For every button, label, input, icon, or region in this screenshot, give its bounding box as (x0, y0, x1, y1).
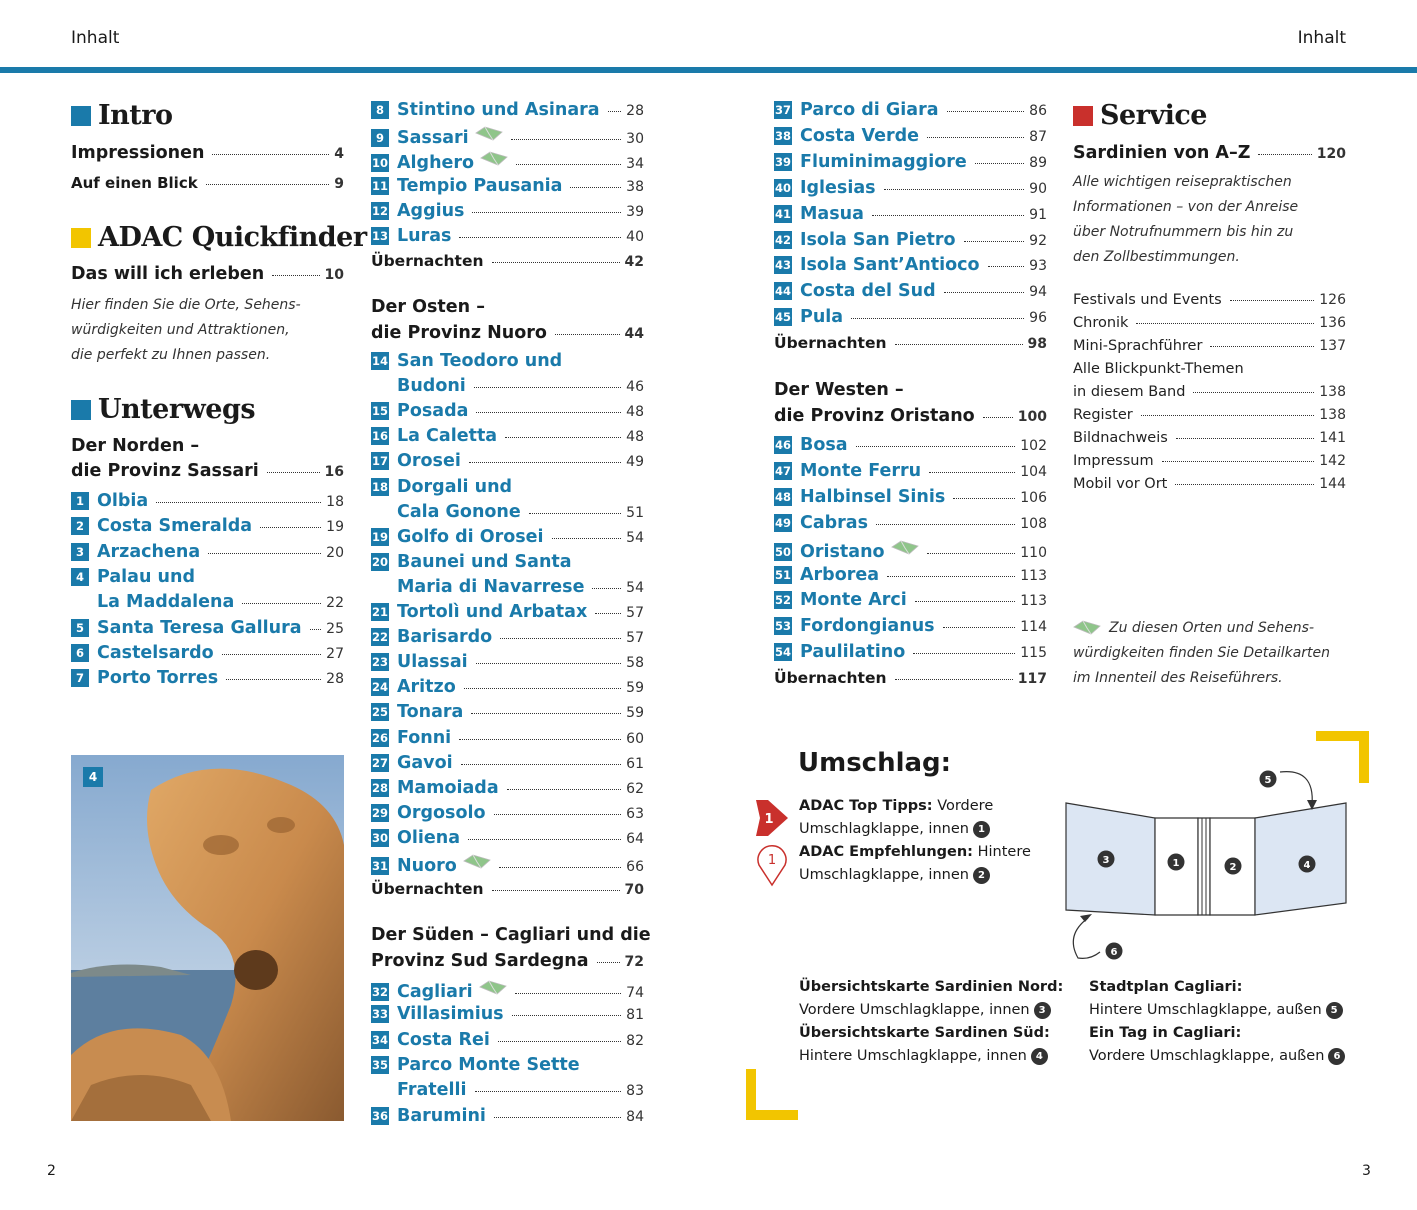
toc-place-24[interactable]: 24 Aritzo 59 (371, 677, 644, 698)
region-westen-line1: Der Westen – (774, 380, 904, 400)
toc-place-16[interactable]: 16 La Caletta 48 (371, 426, 644, 447)
detail-map-icon (891, 539, 919, 557)
toc-entry-impressionen[interactable]: Impressionen 4 (71, 143, 344, 163)
place-number-badge: 38 (774, 128, 791, 143)
place-number-badge: 32 (371, 985, 388, 999)
toc-place-49[interactable]: 49 Cabras 108 (774, 512, 1047, 533)
toc-place-40[interactable]: 40 Iglesias 90 (774, 177, 1047, 198)
umschlag-karten-right: Stadtplan Cagliari: Hintere Umschlagklappe, außen 5 Ein Tag in Cagliari: Vordere Umschlagklappe, außen 6 (1089, 976, 1345, 1068)
place-number-badge: 11 (371, 178, 388, 193)
place-number-badge: 15 (371, 404, 388, 419)
umschlag-karten-left: Übersichtskarte Sardinien Nord: Vordere Umschlagklappe, innen 3 Übersichtskarte Sardinen Süd: Hintere Umschlagklappe, innen 4 (799, 979, 1064, 1064)
toc-place-18-line1[interactable]: 18 Dorgali und (371, 476, 513, 497)
place-number-badge: 3 (71, 543, 89, 561)
place-number-badge: 24 (371, 680, 388, 695)
toc-place-3[interactable]: 3 Arzachena 20 (71, 542, 344, 562)
service-entry[interactable]: Alle Blickpunkt-Themen (1073, 361, 1244, 377)
toc-place-26[interactable]: 26 Fonni 60 (371, 727, 644, 748)
service-entry[interactable]: Impressum 142 (1073, 453, 1346, 469)
place-number-badge: 20 (371, 554, 388, 569)
service-entry[interactable]: Bildnachweis 141 (1073, 430, 1346, 446)
place-number-badge: 9 (371, 129, 389, 147)
place-number-badge: 14 (371, 354, 388, 368)
place-number-badge: 6 (71, 644, 89, 662)
toc-place-2[interactable]: 2 Costa Smeralda 19 (71, 516, 344, 536)
top-tipp-arrow-icon (754, 798, 790, 838)
place-number-badge: 30 (371, 830, 388, 845)
place-number-badge: 19 (371, 529, 388, 544)
rock-photo-illustration (71, 755, 344, 1121)
detail-map-icon (463, 853, 491, 871)
toc-entry-region-osten[interactable]: die Provinz Nuoro 44 (371, 323, 644, 343)
toc-place-12[interactable]: 12 Aggius 39 (371, 200, 644, 221)
running-header-left: Inhalt (71, 28, 120, 48)
place-number-badge: 28 (371, 780, 388, 795)
toc-place-39[interactable]: 39 Fluminimaggiore 89 (774, 151, 1047, 172)
place-number-badge: 25 (371, 705, 388, 720)
toc-place-1[interactable]: 1 Olbia 18 (71, 491, 344, 511)
place-number-badge: 12 (371, 203, 388, 218)
header-rule (0, 67, 1417, 73)
detail-map-icon (479, 979, 507, 997)
toc-place-52[interactable]: 52 Monte Arci 113 (774, 590, 1047, 611)
place-number-badge: 2 (71, 517, 89, 535)
toc-entry-uebernachten-westen[interactable]: Übernachten 117 (774, 669, 1047, 687)
toc-place-50[interactable]: 50 Oristano 110 (774, 539, 1047, 562)
service-entry[interactable]: Festivals und Events 126 (1073, 292, 1346, 308)
page-number-right: 3 (1362, 1163, 1371, 1179)
umschlag-top-tipps: ADAC Top Tipps: Vordere Umschlagklappe, innen 1 ADAC Empfehlungen: Hintere Umschlagklappe, innen 2 (799, 798, 1031, 883)
svg-text:5: 5 (1264, 775, 1272, 786)
toc-place-14-line1[interactable]: 14 San Teodoro und (371, 351, 563, 371)
toc-place-35-line2[interactable]: Fratelli 83 (397, 1080, 644, 1101)
place-number-badge: 41 (774, 206, 791, 221)
detail-map-icon (475, 125, 503, 143)
running-header-right: Inhalt (1297, 28, 1346, 48)
svg-text:1: 1 (764, 812, 774, 827)
blue-square-icon (71, 106, 91, 126)
place-number-badge: 36 (371, 1108, 388, 1123)
place-number-badge: 39 (774, 154, 791, 169)
cover-fold-diagram (1060, 760, 1360, 965)
toc-place-19[interactable]: 19 Golfo di Orosei 54 (371, 526, 644, 547)
region-osten-line1: Der Osten – (371, 297, 485, 317)
detail-map-icon (480, 150, 508, 168)
service-entry[interactable]: in diesem Band 138 (1073, 384, 1346, 400)
place-number-badge: 40 (774, 180, 791, 195)
place-number-badge: 27 (371, 755, 388, 770)
service-entry[interactable]: Mini-Sprachführer 137 (1073, 338, 1346, 354)
toc-place-47[interactable]: 47 Monte Ferru 104 (774, 460, 1047, 481)
service-entry[interactable]: Chronik 136 (1073, 315, 1346, 331)
svg-text:1: 1 (767, 853, 777, 868)
page-number-left: 2 (47, 1163, 56, 1179)
section-heading-service: Service (1073, 100, 1207, 131)
toc-place-20-line2[interactable]: Maria di Navarrese 54 (397, 576, 644, 597)
place-number-badge: 5 (71, 619, 89, 637)
toc-entry-uebernachten-norden[interactable]: Übernachten 42 (371, 252, 644, 270)
toc-place-32[interactable]: 32 Cagliari 74 (371, 979, 644, 1002)
place-number-badge: 26 (371, 730, 388, 745)
place-number-badge: 49 (774, 515, 791, 530)
toc-place-42[interactable]: 42 Isola San Pietro 92 (774, 229, 1047, 250)
yellow-square-icon (71, 228, 91, 248)
toc-place-25[interactable]: 25 Tonara 59 (371, 702, 644, 723)
map-icon-note: Zu diesen Orten und Sehens- würdigkeiten finden Sie Detailkarten im Innenteil des Reiseführers. (1073, 620, 1331, 686)
place-number-badge: 42 (774, 232, 791, 247)
svg-text:2: 2 (1229, 862, 1237, 873)
place-number-badge: 35 (371, 1057, 388, 1072)
service-description: Alle wichtigen reisepraktischen Informationen – von der Anreise über Notrufnummern bis hin zu den Zollbestimmungen. (1073, 174, 1299, 265)
toc-place-38[interactable]: 38 Costa Verde 87 (774, 125, 1047, 146)
toc-place-5[interactable]: 5 Santa Teresa Gallura 25 (71, 618, 344, 638)
toc-place-29[interactable]: 29 Orgosolo 63 (371, 802, 644, 823)
place-number-badge: 47 (774, 463, 791, 478)
toc-place-9[interactable]: 9 Sassari 30 (371, 125, 644, 148)
place-number-badge: 10 (371, 156, 388, 171)
toc-place-21[interactable]: 21 Tortolì und Arbatax 57 (371, 602, 644, 622)
service-entry[interactable]: Register 138 (1073, 407, 1346, 423)
quickfinder-description: Hier finden Sie die Orte, Sehens- würdigkeiten und Attraktionen, die perfekt zu Ihnen passen. (71, 297, 301, 363)
place-number-badge: 50 (774, 544, 791, 559)
toc-place-20-line1[interactable]: 20 Baunei und Santa (371, 551, 572, 572)
toc-place-45[interactable]: 45 Pula 96 (774, 307, 1047, 328)
toc-place-27[interactable]: 27 Gavoi 61 (371, 752, 644, 773)
umschlag-title: Umschlag: (798, 748, 952, 778)
toc-place-15[interactable]: 15 Posada 48 (371, 401, 644, 422)
toc-place-13[interactable]: 13 Luras 40 (371, 226, 644, 246)
toc-place-4-line2[interactable]: La Maddalena 22 (97, 592, 344, 613)
photo-number-badge: 4 (83, 767, 103, 787)
place-number-badge: 45 (774, 310, 791, 325)
section-heading-unterwegs: Unterwegs (71, 394, 255, 425)
toc-place-51[interactable]: 51 Arborea 113 (774, 564, 1047, 585)
toc-entry-auf-einen-blick[interactable]: Auf einen Blick 9 (71, 174, 344, 192)
place-number-badge: 18 (371, 479, 388, 494)
toc-place-35-line1[interactable]: 35 Parco Monte Sette (371, 1054, 580, 1075)
red-square-icon (1073, 106, 1093, 126)
toc-place-6[interactable]: 6 Castelsardo 27 (71, 643, 344, 663)
toc-entry-sardinien-a-z[interactable]: Sardinien von A–Z 120 (1073, 143, 1346, 163)
toc-entry-uebernachten-sueden[interactable]: Übernachten 98 (774, 334, 1047, 352)
place-number-badge: 37 (774, 103, 791, 117)
toc-place-7[interactable]: 7 Porto Torres 28 (71, 668, 344, 688)
service-entry[interactable]: Mobil vor Ort 144 (1073, 476, 1346, 492)
region-norden-line1: Der Norden – (71, 436, 200, 456)
toc-place-46[interactable]: 46 Bosa 102 (774, 435, 1047, 455)
place-number-badge: 13 (371, 229, 388, 243)
place-number-badge: 31 (371, 859, 388, 873)
toc-place-23[interactable]: 23 Ulassai 58 (371, 652, 644, 673)
toc-place-17[interactable]: 17 Orosei 49 (371, 451, 644, 472)
place-number-badge: 48 (774, 489, 791, 504)
place-number-badge: 4 (71, 568, 89, 586)
place-number-badge: 21 (371, 605, 388, 619)
toc-place-34[interactable]: 34 Costa Rei 82 (371, 1029, 644, 1050)
place-number-badge: 22 (371, 630, 388, 645)
toc-entry-region-sueden[interactable]: Provinz Sud Sardegna 72 (371, 951, 644, 971)
place-number-badge: 46 (774, 438, 791, 452)
place-number-badge: 1 (71, 492, 89, 510)
toc-place-11[interactable]: 11 Tempio Pausania 38 (371, 175, 644, 196)
toc-place-30[interactable]: 30 Oliena 64 (371, 827, 644, 848)
toc-place-33[interactable]: 33 Villasimius 81 (371, 1004, 644, 1025)
svg-text:1: 1 (1172, 858, 1180, 869)
toc-place-8[interactable]: 8 Stintino und Asinara 28 (371, 100, 644, 120)
toc-place-18-line2[interactable]: Cala Gonone 51 (397, 501, 644, 522)
toc-place-31[interactable]: 31 Nuoro 66 (371, 853, 644, 876)
toc-place-41[interactable]: 41 Masua 91 (774, 203, 1047, 224)
place-number-badge: 17 (371, 454, 388, 469)
toc-place-36[interactable]: 36 Barumini 84 (371, 1105, 644, 1126)
place-number-badge: 52 (774, 593, 791, 608)
section-heading-quickfinder: ADAC Quickfinder (71, 222, 367, 253)
toc-place-44[interactable]: 44 Costa del Sud 94 (774, 281, 1047, 302)
place-number-badge: 51 (774, 567, 791, 582)
place-number-badge: 44 (774, 284, 791, 299)
toc-entry-region-norden[interactable]: die Provinz Sassari 16 (71, 461, 344, 481)
toc-entry-region-westen[interactable]: die Provinz Oristano 100 (774, 406, 1047, 426)
toc-place-10[interactable]: 10 Alghero 34 (371, 150, 644, 173)
place-number-badge: 7 (71, 669, 89, 687)
toc-entry-das-will-ich-erleben[interactable]: Das will ich erleben 10 (71, 264, 344, 284)
place-number-badge: 43 (774, 258, 791, 273)
toc-place-43[interactable]: 43 Isola Sant’Antioco 93 (774, 255, 1047, 276)
place-number-badge: 29 (371, 805, 388, 820)
toc-place-54[interactable]: 54 Paulilatino 115 (774, 642, 1047, 663)
place-number-badge: 16 (371, 429, 388, 444)
place-number-badge: 23 (371, 655, 388, 670)
place-number-badge: 34 (371, 1032, 388, 1047)
svg-text:3: 3 (1102, 855, 1110, 866)
toc-entry-uebernachten-osten[interactable]: Übernachten 70 (371, 880, 644, 898)
toc-place-14-line2[interactable]: Budoni 46 (397, 376, 644, 397)
toc-place-28[interactable]: 28 Mamoiada 62 (371, 777, 644, 798)
toc-place-48[interactable]: 48 Halbinsel Sinis 106 (774, 486, 1047, 507)
blue-square-icon (71, 400, 91, 420)
toc-place-4-line1[interactable]: 4 Palau und (71, 567, 344, 587)
photo-capo-d-orso (71, 755, 344, 1121)
section-heading-intro: Intro (71, 100, 172, 131)
region-sueden-line1: Der Süden – Cagliari und die (371, 925, 651, 945)
yellow-corner-bottom-left (746, 1069, 800, 1123)
toc-place-22[interactable]: 22 Barisardo 57 (371, 627, 644, 648)
svg-text:4: 4 (1303, 860, 1311, 871)
svg-text:6: 6 (1110, 947, 1118, 958)
place-number-badge: 33 (371, 1007, 388, 1022)
place-number-badge: 8 (371, 101, 389, 119)
toc-place-37[interactable]: 37 Parco di Giara 86 (774, 100, 1047, 120)
toc-place-53[interactable]: 53 Fordongianus 114 (774, 616, 1047, 637)
empfehlung-pin-icon (756, 843, 788, 887)
detail-map-icon (1073, 619, 1101, 637)
place-number-badge: 54 (774, 645, 791, 660)
place-number-badge: 53 (774, 619, 791, 634)
